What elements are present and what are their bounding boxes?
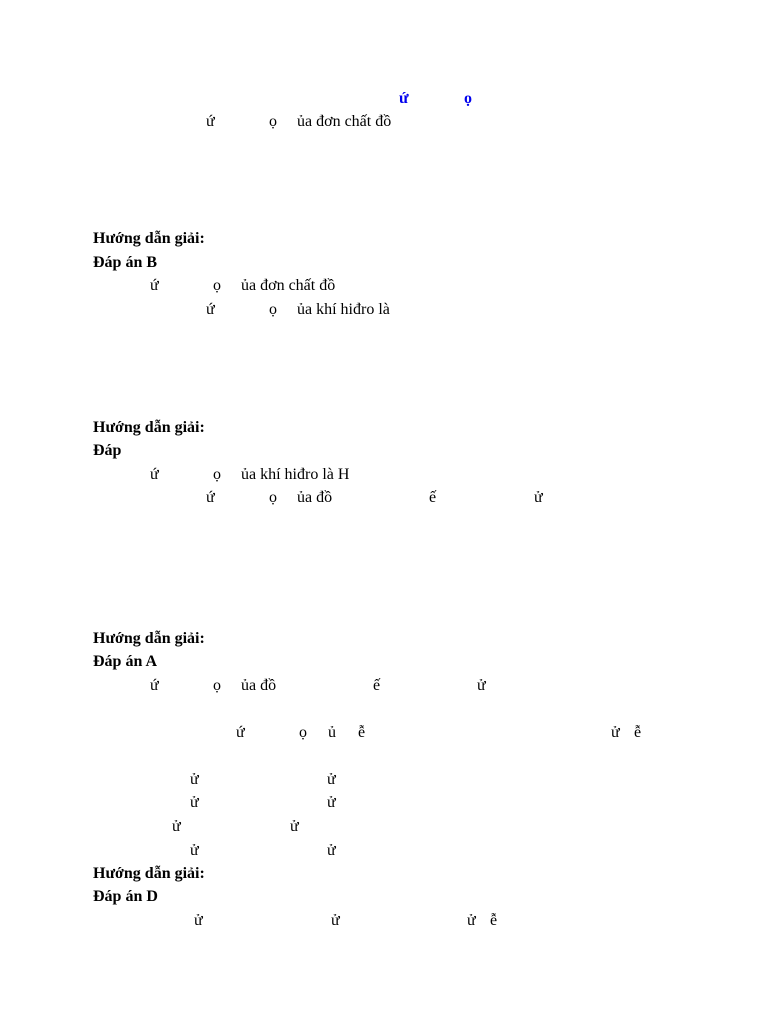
text-fragment: ứ: [206, 489, 215, 506]
text-fragment: ọ: [269, 113, 277, 130]
text-fragment: ứ: [150, 277, 159, 294]
text-fragment: ủa đồ: [297, 489, 333, 506]
solution-heading: Hướng dẫn giải:: [93, 865, 205, 882]
text-fragment: ủa đơn chất đồ: [297, 113, 392, 130]
answer-label: Đáp án D: [93, 888, 158, 905]
option-fragment: ử: [190, 794, 199, 811]
text-fragment: ễ: [634, 724, 642, 741]
text-fragment: ứ: [236, 724, 245, 741]
option-fragment: ử: [327, 842, 336, 859]
text-fragment: ọ: [213, 277, 221, 294]
text-fragment: ứ: [206, 113, 215, 130]
text-fragment: ễ: [490, 912, 498, 929]
text-fragment: ử: [467, 912, 476, 929]
option-fragment: ử: [190, 842, 199, 859]
option-fragment: ử: [172, 818, 181, 835]
header-fragment: ọ: [464, 90, 472, 107]
answer-label: Đáp: [93, 442, 122, 459]
solution-heading: Hướng dẫn giải:: [93, 630, 205, 647]
text-fragment: ế: [373, 677, 381, 694]
text-fragment: ọ: [213, 466, 221, 483]
answer-label: Đáp án B: [93, 254, 158, 271]
header-fragment: ứ: [399, 90, 409, 107]
option-fragment: ử: [327, 794, 336, 811]
text-fragment: ứ: [150, 677, 159, 694]
text-fragment: ủ: [328, 724, 336, 741]
text-fragment: ủa khí hiđro là H: [241, 466, 350, 483]
solution-heading: Hướng dẫn giải:: [93, 419, 205, 436]
text-fragment: ử: [477, 677, 486, 694]
text-fragment: ứ: [150, 466, 159, 483]
answer-label: Đáp án A: [93, 653, 158, 670]
text-fragment: ễ: [358, 724, 366, 741]
text-fragment: ử: [194, 912, 203, 929]
text-fragment: ủa đơn chất đồ: [241, 277, 336, 294]
text-fragment: ứ: [206, 301, 215, 318]
option-fragment: ử: [290, 818, 299, 835]
text-fragment: ọ: [299, 724, 307, 741]
text-fragment: ế: [429, 489, 437, 506]
option-fragment: ử: [327, 771, 336, 788]
text-fragment: ủa khí hiđro là: [297, 301, 390, 318]
text-fragment: ủa đồ: [241, 677, 277, 694]
text-fragment: ử: [611, 724, 620, 741]
text-fragment: ử: [331, 912, 340, 929]
option-fragment: ử: [190, 771, 199, 788]
text-fragment: ử: [534, 489, 543, 506]
solution-heading: Hướng dẫn giải:: [93, 230, 205, 247]
text-fragment: ọ: [269, 489, 277, 506]
text-fragment: ọ: [213, 677, 221, 694]
text-fragment: ọ: [269, 301, 277, 318]
